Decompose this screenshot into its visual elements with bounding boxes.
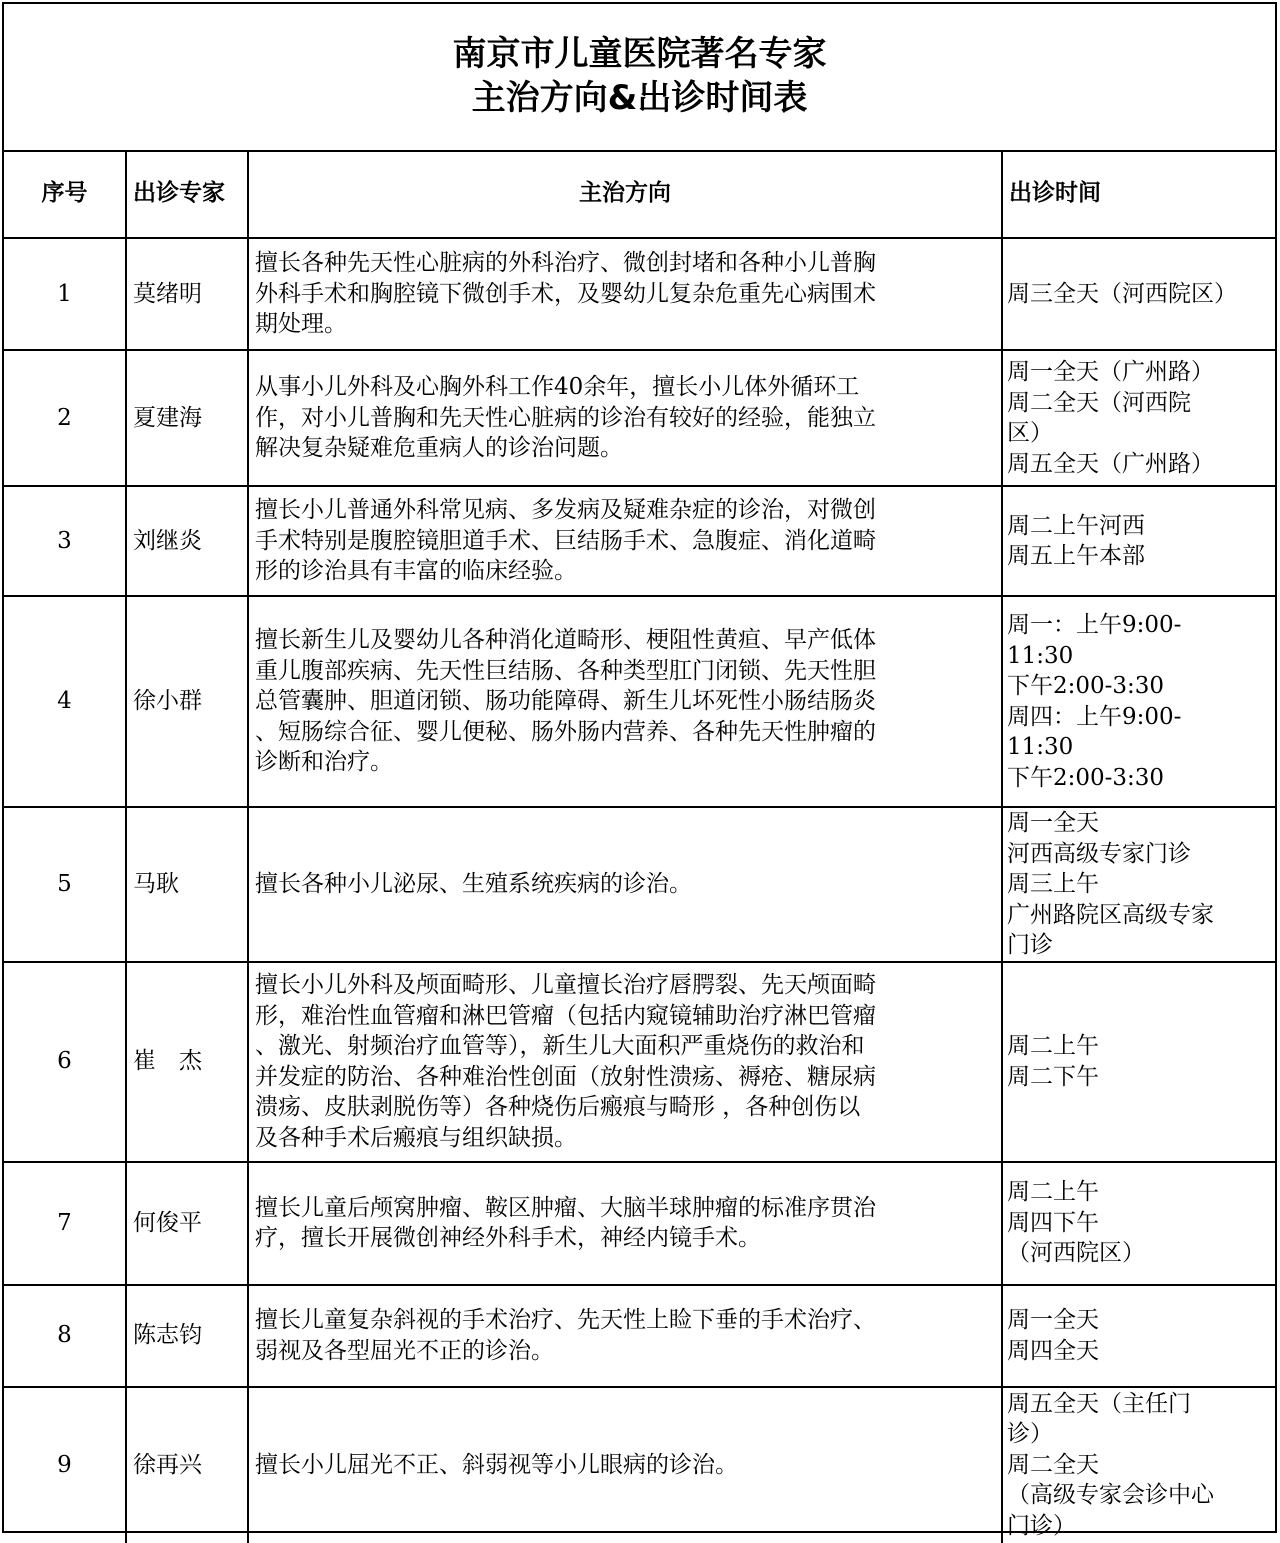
direction-line: 擅长新生儿及婴幼儿各种消化道畸形、梗阻性黄疸、早产低体 (255, 627, 876, 654)
direction-line: 从事小儿外科及心胸外科工作40余年，擅长小儿体外循环工 (255, 374, 860, 401)
doctor-name: 何俊平 (126, 1162, 248, 1285)
row-number: 8 (4, 1285, 126, 1387)
time-line: 广州路院区高级专家 (1007, 901, 1214, 928)
schedule-sheet (2, 2, 1277, 1539)
table-row (4, 486, 1275, 596)
row-number: 4 (4, 596, 126, 807)
direction-line: 手术特别是腹腔镜胆道手术、巨结肠手术、急腹症、消化道畸 (255, 527, 876, 554)
treatment-direction (248, 350, 1002, 486)
doctor-name: 徐小群 (126, 596, 248, 807)
time-line: 周二上午 (1007, 1179, 1099, 1206)
time-line: 周四全天 (1007, 1337, 1099, 1364)
direction-line: 重儿腹部疾病、先天性巨结肠、各种类型肛门闭锁、先天性胆 (255, 657, 876, 684)
time-line: 门诊 (1007, 932, 1053, 958)
time-line: 周一全天 (1007, 810, 1099, 836)
time-line: 周二上午河西 (1007, 512, 1145, 539)
direction-line: 总管囊肿、胆道闭锁、肠功能障碍、新生儿坏死性小肠结肠炎 (255, 688, 876, 715)
time-line: 周三全天（河西院区） (1007, 280, 1237, 307)
treatment-direction (248, 1387, 1002, 1543)
clinic-time (1002, 486, 1275, 596)
row-number: 7 (4, 1162, 126, 1285)
header-no: 序号 (4, 150, 126, 238)
table-row (4, 1162, 1275, 1285)
row-number: 1 (4, 238, 126, 350)
table-row (4, 238, 1275, 350)
direction-line: 擅长儿童复杂斜视的手术治疗、先天性上睑下垂的手术治疗、 (255, 1307, 876, 1333)
time-line: 周四下午 (1007, 1209, 1099, 1236)
clinic-time (1002, 238, 1275, 350)
direction-line: 擅长小儿外科及颅面畸形、儿童擅长治疗唇腭裂、先天颅面畸 (255, 972, 876, 998)
time-line: 河西高级专家门诊 (1007, 840, 1191, 867)
table-row (4, 807, 1275, 962)
time-line: 下午2:00-3:30 (1007, 673, 1165, 699)
time-line: 区） (1007, 420, 1053, 446)
table-row (4, 962, 1275, 1162)
row-number: 5 (4, 807, 126, 962)
time-line: 周五上午本部 (1007, 543, 1145, 569)
direction-line: 、短肠综合征、婴儿便秘、肠外肠内营养、各种先天性肿瘤的 (255, 718, 876, 745)
header-direction: 主治方向 (248, 150, 1002, 238)
direction-line: 形的诊治具有丰富的临床经验。 (255, 558, 577, 585)
direction-line: 诊断和治疗。 (255, 749, 393, 776)
treatment-direction (248, 1285, 1002, 1387)
direction-line: 擅长各种小儿泌尿、生殖系统疾病的诊治。 (255, 871, 692, 897)
title-line-1: 南京市儿童医院著名专家 (452, 34, 827, 74)
expert-schedule-table (4, 150, 1275, 1543)
row-number: 9 (4, 1387, 126, 1543)
time-line: 周二全天 (1007, 1451, 1099, 1478)
time-line: 周二全天（河西院 (1007, 389, 1191, 416)
table-row (4, 350, 1275, 486)
time-line: 周二下午 (1007, 1063, 1099, 1090)
header-time: 出诊时间 (1002, 150, 1275, 238)
direction-line: 疗，擅长开展微创神经外科手术，神经内镜手术。 (255, 1225, 761, 1251)
time-line: （高级专家会诊中心 (1007, 1482, 1214, 1509)
time-line: 周三上午 (1007, 871, 1099, 897)
clinic-time (1002, 1285, 1275, 1387)
clinic-time (1002, 1387, 1275, 1543)
direction-line: 擅长小儿屈光不正、斜弱视等小儿眼病的诊治。 (255, 1451, 738, 1478)
direction-line: 形，难治性血管瘤和淋巴管瘤（包括内窥镜辅助治疗淋巴管瘤 (255, 1002, 876, 1029)
doctor-name: 夏建海 (126, 350, 248, 486)
time-line: 诊） (1007, 1421, 1053, 1448)
document-title (4, 4, 1275, 152)
clinic-time (1002, 807, 1275, 962)
treatment-direction (248, 238, 1002, 350)
time-line: 周一全天 (1007, 1307, 1099, 1333)
direction-line: 擅长儿童后颅窝肿瘤、鞍区肿瘤、大脑半球肿瘤的标准序贯治 (255, 1194, 876, 1221)
time-line: 周一全天（广州路） (1007, 359, 1214, 385)
doctor-name: 马耿 (126, 807, 248, 962)
treatment-direction (248, 1162, 1002, 1285)
direction-line: 外科手术和胸腔镜下微创手术，及婴幼儿复杂危重先心病围术 (255, 280, 876, 307)
doctor-name: 陈志钧 (126, 1285, 248, 1387)
time-line: 周一：上午9:00- (1007, 612, 1182, 638)
doctor-name: 徐再兴 (126, 1387, 248, 1543)
doctor-name: 刘继炎 (126, 486, 248, 596)
time-line: 周五全天（主任门 (1007, 1390, 1191, 1417)
direction-line: 作，对小儿普胸和先天性心脏病的诊治有较好的经验，能独立 (255, 404, 876, 431)
table-row (4, 1387, 1275, 1543)
table-row (4, 596, 1275, 807)
treatment-direction (248, 962, 1002, 1162)
direction-line: 擅长小儿普通外科常见病、多发病及疑难杂症的诊治，对微创 (255, 497, 876, 524)
table-row (4, 1285, 1275, 1387)
direction-line: 溃疡、皮肤剥脱伤等）各种烧伤后瘢痕与畸形 ，各种创伤以 (255, 1094, 861, 1120)
direction-line: 解决复杂疑难危重病人的诊治问题。 (255, 435, 623, 462)
clinic-time (1002, 962, 1275, 1162)
time-line: 下午2:00-3:30 (1007, 764, 1165, 791)
treatment-direction (248, 596, 1002, 807)
direction-line: 弱视及各型屈光不正的诊治。 (255, 1337, 554, 1364)
time-line: 周四：上午9:00- (1007, 703, 1182, 730)
direction-line: 及各种手术后瘢痕与组织缺损。 (255, 1124, 577, 1151)
row-number: 6 (4, 962, 126, 1162)
time-line: 11:30 (1007, 642, 1074, 669)
time-line: 门诊） (1007, 1512, 1076, 1539)
clinic-time (1002, 596, 1275, 807)
direction-line: 期处理。 (255, 311, 347, 338)
time-line: 周五全天（广州路） (1007, 450, 1214, 477)
treatment-direction (248, 807, 1002, 962)
row-number: 3 (4, 486, 126, 596)
header-row (4, 150, 1275, 238)
clinic-time (1002, 350, 1275, 486)
title-line-2: 主治方向&出诊时间表 (471, 78, 808, 118)
direction-line: 、激光、射频治疗血管等），新生儿大面积严重烧伤的救治和 (255, 1033, 865, 1059)
time-line: 周二上午 (1007, 1033, 1099, 1059)
clinic-time (1002, 1162, 1275, 1285)
time-line: （河西院区） (1007, 1240, 1145, 1267)
direction-line: 擅长各种先天性心脏病的外科治疗、微创封堵和各种小儿普胸 (255, 250, 876, 277)
direction-line: 并发症的防治、各种难治性创面（放射性溃疡、褥疮、糖尿病 (255, 1063, 876, 1090)
time-line: 11:30 (1007, 734, 1074, 760)
doctor-name: 莫绪明 (126, 238, 248, 350)
doctor-name: 崔 杰 (126, 962, 248, 1162)
row-number: 2 (4, 350, 126, 486)
treatment-direction (248, 486, 1002, 596)
header-doctor: 出诊专家 (126, 150, 248, 238)
